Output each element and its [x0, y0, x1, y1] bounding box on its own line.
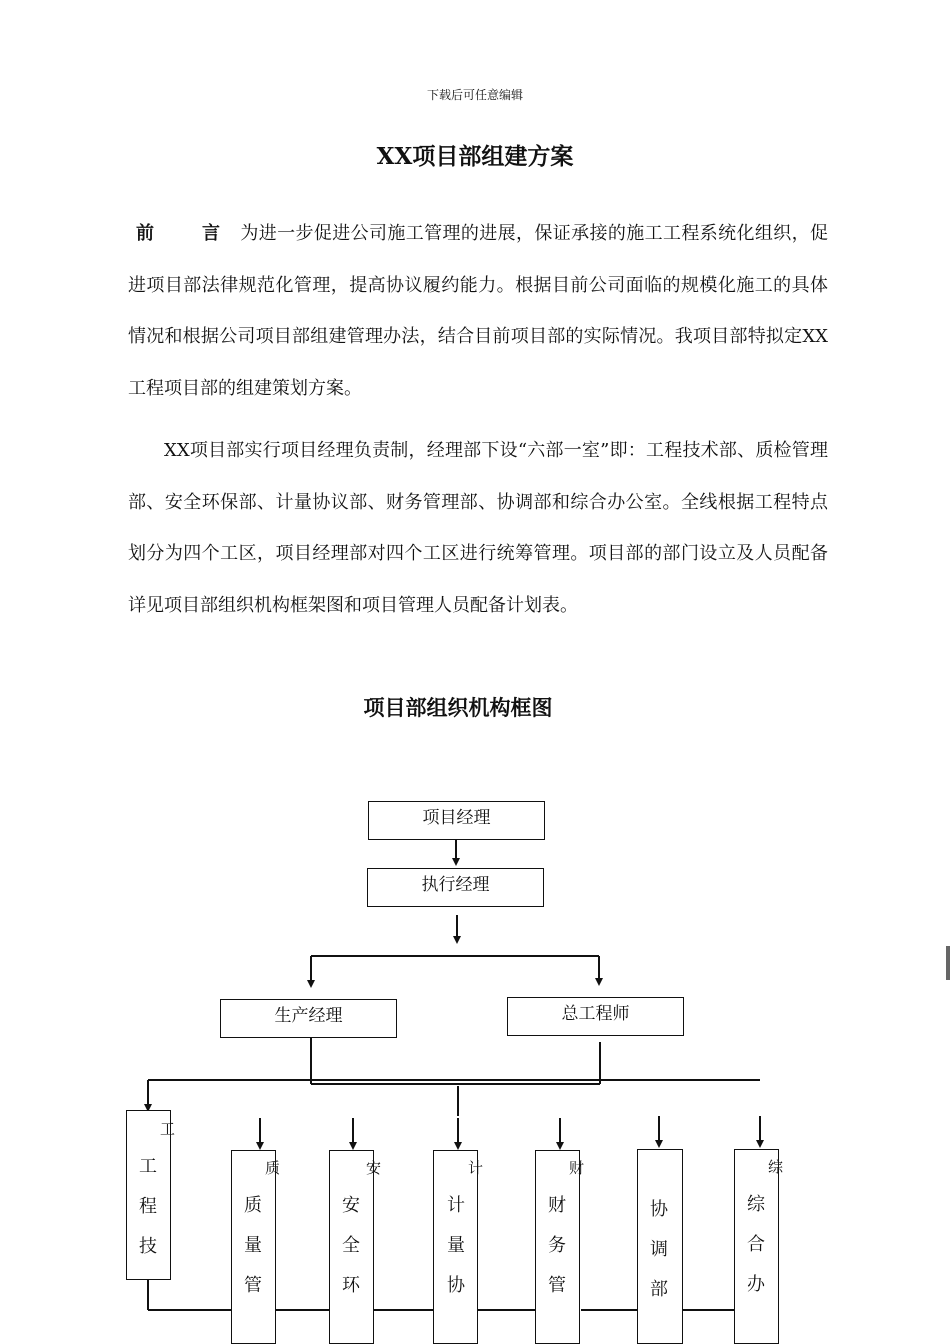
chief-engineer-label: 总工程师: [561, 1004, 630, 1024]
dept-engineering-label: 工 程 技: [139, 1156, 157, 1257]
executive-manager-box: [367, 868, 544, 907]
production-manager-label: 生产经理: [274, 1006, 343, 1026]
dept-safety-clipped: 安: [366, 1159, 382, 1177]
preface-label: 前 言: [136, 223, 220, 244]
dept-engineering-clipped: 工: [160, 1120, 176, 1138]
dept-metering-clipped: 计: [468, 1159, 484, 1177]
project-manager-box: [368, 801, 545, 840]
dept-office-label: 综 合 办: [747, 1194, 765, 1295]
preface-text: 为进一步促进公司施工管理的进展，保证承接的施工工程系统化组织，促进项目部法律规范化管理，提高协议履约能力。根据目前公司面临的规模化施工的具体情况和根据公司项目部组建管理办法，结合目前项目部的实际情况。我项目部特拟定XX工程项目部的组建策划方案。: [128, 223, 828, 399]
page-edge-marker: [946, 946, 950, 980]
dept-quality-label: 质 量 管: [244, 1195, 262, 1296]
dept-finance-clipped: 财: [569, 1159, 585, 1177]
document-title: XX项目部组建方案: [376, 143, 574, 170]
header-note: 下载后可任意编辑: [426, 88, 523, 102]
dept-safety-label: 安 全 环: [342, 1195, 360, 1296]
production-manager-box: [220, 999, 397, 1038]
chief-engineer-box: [507, 997, 684, 1036]
dept-coordination-label: 协 调 部: [650, 1199, 668, 1300]
dept-office-clipped: 综: [768, 1158, 784, 1176]
dept-quality-clipped: 质: [265, 1159, 281, 1177]
executive-manager-label: 执行经理: [421, 875, 490, 895]
dept-finance-label: 财 务 管: [548, 1195, 566, 1296]
dept-metering-label: 计 量 协: [447, 1195, 465, 1296]
org-chart-title: 项目部组织机构框图: [363, 695, 553, 720]
project-manager-label: 项目经理: [422, 808, 491, 828]
structure-paragraph: XX项目部实行项目经理负责制，经理部下设“六部一室”即：工程技术部、质检管理部、安全环保部、计量协议部、财务管理部、协调部和综合办公室。全线根据工程特点划分为四个工区，项目经理部对四个工区进行统筹管理。项目部的部门设立及人员配备详见项目部组织机构框架图和项目管理人员配备计划表。: [128, 440, 828, 616]
